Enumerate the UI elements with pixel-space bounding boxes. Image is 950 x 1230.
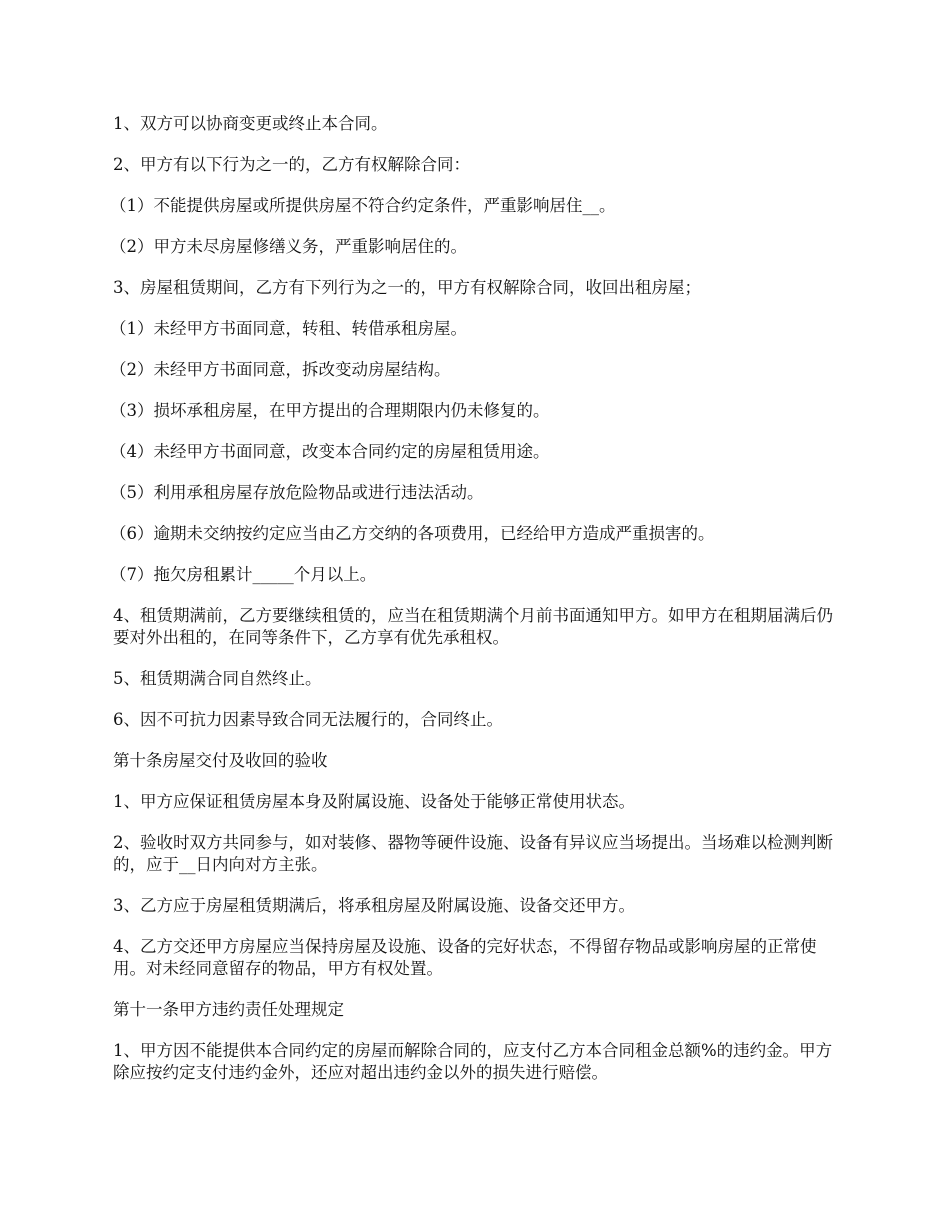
paragraph: 1、甲方因不能提供本合同约定的房屋而解除合同的，应支付乙方本合同租金总额%的违约金。甲方除应按约定支付违约金外，还应对超出违约金以外的损失进行赔偿。	[113, 1041, 833, 1082]
section-heading: 第十条房屋交付及收回的验收	[113, 751, 328, 770]
section-heading: 第十一条甲方违约责任处理规定	[113, 1000, 344, 1019]
paragraph: 6、因不可抗力因素导致合同无法履行的，合同终止。	[113, 710, 503, 729]
paragraph: （2）未经甲方书面同意，拆改变动房屋结构。	[110, 360, 451, 379]
paragraph: 4、乙方交还甲方房屋应当保持房屋及设施、设备的完好状态，不得留存物品或影响房屋的正常使用。对未经同意留存的物品，甲方有权处置。	[113, 937, 817, 978]
paragraph: 5、租赁期满合同自然终止。	[113, 669, 322, 688]
paragraph: （7）拖欠房租累计_____个月以上。	[110, 565, 377, 584]
paragraph: 3、乙方应于房屋租赁期满后，将承租房屋及附属设施、设备交还甲方。	[113, 896, 635, 915]
paragraph: （2）甲方未尽房屋修缮义务，严重影响居住的。	[110, 237, 467, 256]
paragraph: （4）未经甲方书面同意，改变本合同约定的房屋租赁用途。	[110, 442, 550, 461]
document-body	[110, 113, 835, 1103]
paragraph: 2、验收时双方共同参与，如对装修、器物等硬件设施、设备有异议应当场提出。当场难以检测判断的，应于__日内向对方主张。	[113, 833, 833, 874]
paragraph: 2、甲方有以下行为之一的，乙方有权解除合同：	[113, 155, 470, 174]
paragraph: （3）损坏承租房屋，在甲方提出的合理期限内仍未修复的。	[110, 401, 550, 420]
paragraph: 3、房屋租赁期间，乙方有下列行为之一的，甲方有权解除合同，收回出租房屋；	[113, 278, 701, 297]
paragraph: （5）利用承租房屋存放危险物品或进行违法活动。	[110, 483, 484, 502]
paragraph: 4、租赁期满前，乙方要继续租赁的，应当在租赁期满个月前书面通知甲方。如甲方在租期届满后仍要对外出租的，在同等条件下，乙方享有优先承租权。	[113, 606, 833, 647]
paragraph: （1）未经甲方书面同意，转租、转借承租房屋。	[110, 319, 467, 338]
paragraph: （1）不能提供房屋或所提供房屋不符合约定条件，严重影响居住__。	[110, 196, 616, 215]
paragraph: （6）逾期未交纳按约定应当由乙方交纳的各项费用，已经给甲方造成严重损害的。	[110, 524, 715, 543]
paragraph: 1、双方可以协商变更或终止本合同。	[113, 114, 388, 133]
paragraph: 1、甲方应保证租赁房屋本身及附属设施、设备处于能够正常使用状态。	[113, 792, 635, 811]
